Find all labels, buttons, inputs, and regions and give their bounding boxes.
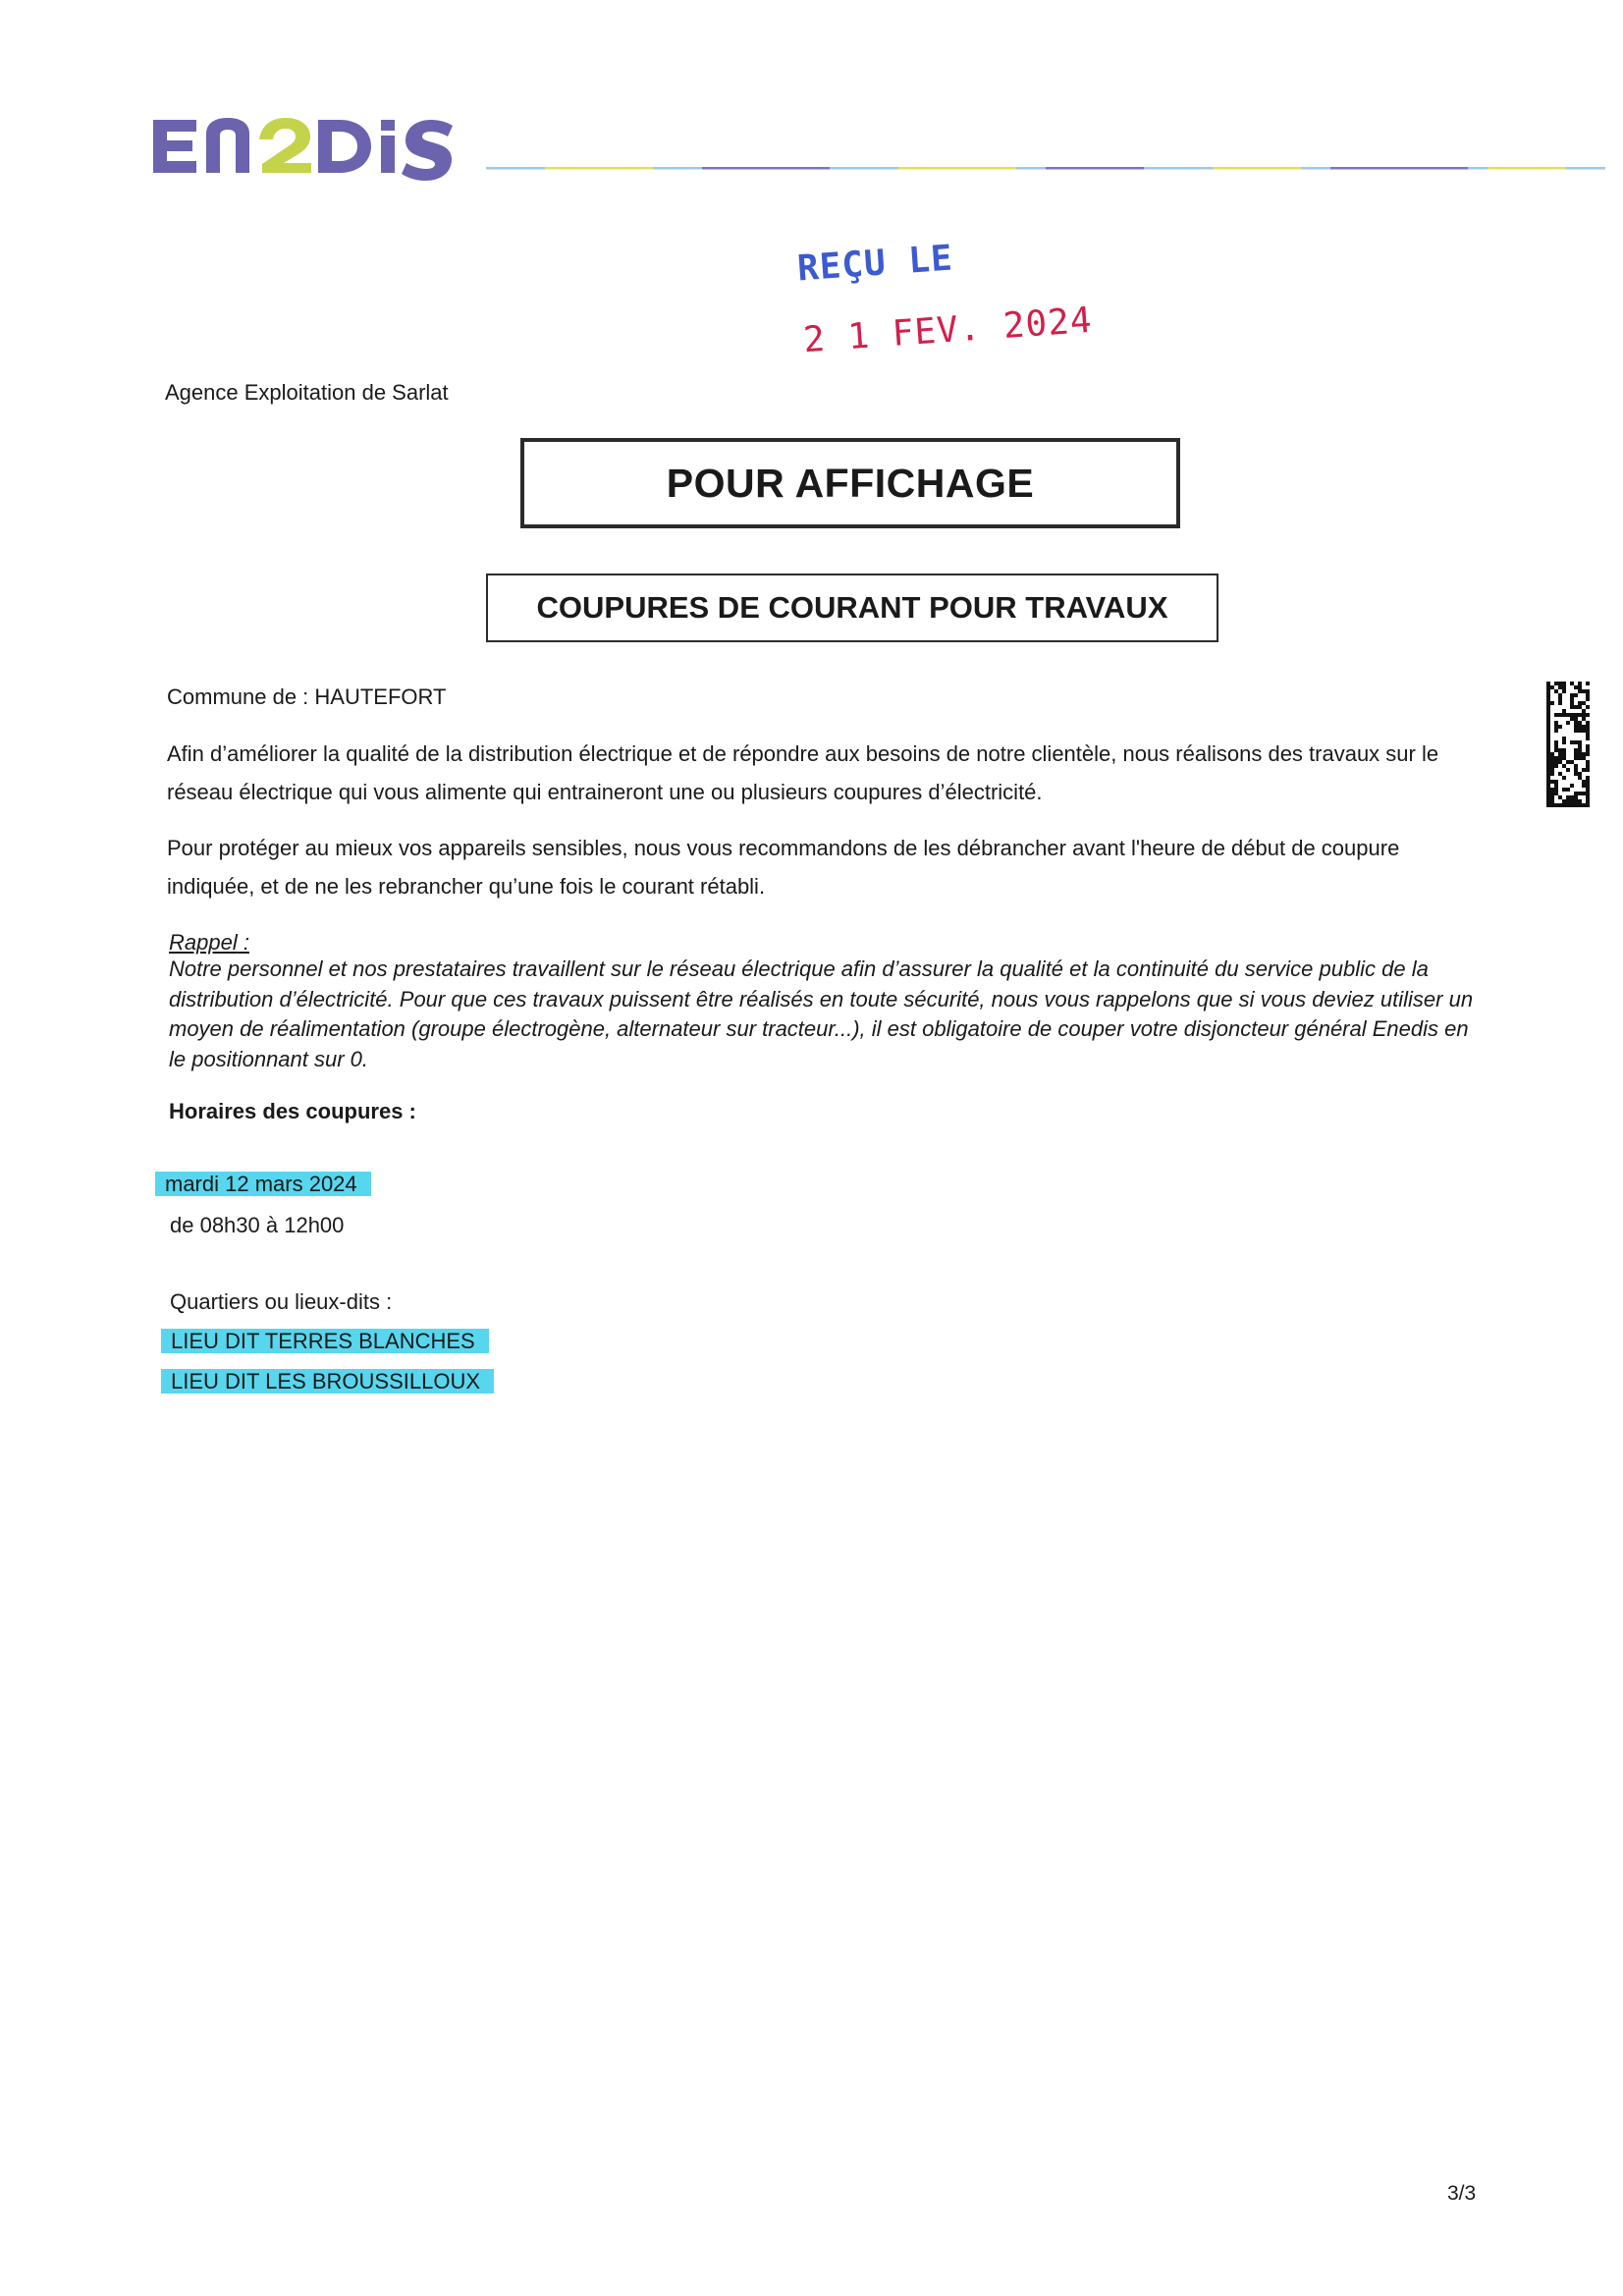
received-stamp-date: 2 1 FEV. 2024: [801, 300, 1094, 361]
areas-heading: Quartiers ou lieux-dits :: [170, 1289, 393, 1314]
outage-hours: de 08h30 à 12h00: [170, 1213, 345, 1237]
header-divider-line: [486, 165, 1605, 171]
datamatrix-code-icon: [1546, 682, 1590, 807]
subtitle: COUPURES DE COURANT POUR TRAVAUX: [536, 590, 1168, 625]
advice-paragraph: Pour protéger au mieux vos appareils sensibles, nous vous recommandons de les débrancher avant l'heure de début de coupure indiquée, et de ne les rebrancher qu’une fois le courant rétabli.: [167, 836, 1400, 899]
enedis-logo-graphic: [149, 106, 463, 185]
main-title-box: [520, 438, 1180, 528]
area-item: [161, 1364, 494, 1399]
commune-line: Commune de : HAUTEFORT: [167, 684, 447, 709]
outage-date: [155, 1167, 371, 1202]
main-title: POUR AFFICHAGE: [666, 460, 1035, 506]
area-item-highlight: LIEU DIT TERRES BLANCHES: [161, 1329, 489, 1353]
rappel-paragraph: Notre personnel et nos prestataires travaillent sur le réseau électrique afin d’assurer la qualité et la continuité du service public de la distribution d’électricité. Pour que ces travaux puissent être réalisés en toute sécurité, nous vous rappelons que si vous deviez utiliser un moyen de réalimentation (groupe électrogène, alternateur sur tracteur...), il est obligatoire de couper votre disjoncteur général Enedis en le positionnant sur 0.: [169, 957, 1474, 1071]
outage-date-highlight: mardi 12 mars 2024: [155, 1172, 371, 1196]
enedis-logo: [149, 106, 463, 185]
rappel-heading-label: Rappel: [169, 930, 238, 955]
received-stamp: REÇU LE: [795, 238, 954, 290]
page-number: 3/3: [1447, 2182, 1477, 2205]
area-item: [161, 1324, 489, 1359]
subtitle-box: [486, 574, 1218, 642]
agency-name: Agence Exploitation de Sarlat: [165, 380, 449, 405]
schedule-heading: Horaires des coupures :: [169, 1099, 416, 1123]
rappel-heading-colon: :: [237, 930, 249, 955]
intro-paragraph: Afin d’améliorer la qualité de la distribution électrique et de répondre aux besoins de notre clientèle, nous réalisons des travaux sur le réseau électrique qui vous alimente qui entraineront une ou plusieurs coupures d’électricité.: [167, 741, 1439, 804]
area-item-highlight: LIEU DIT LES BROUSSILLOUX: [161, 1369, 494, 1394]
